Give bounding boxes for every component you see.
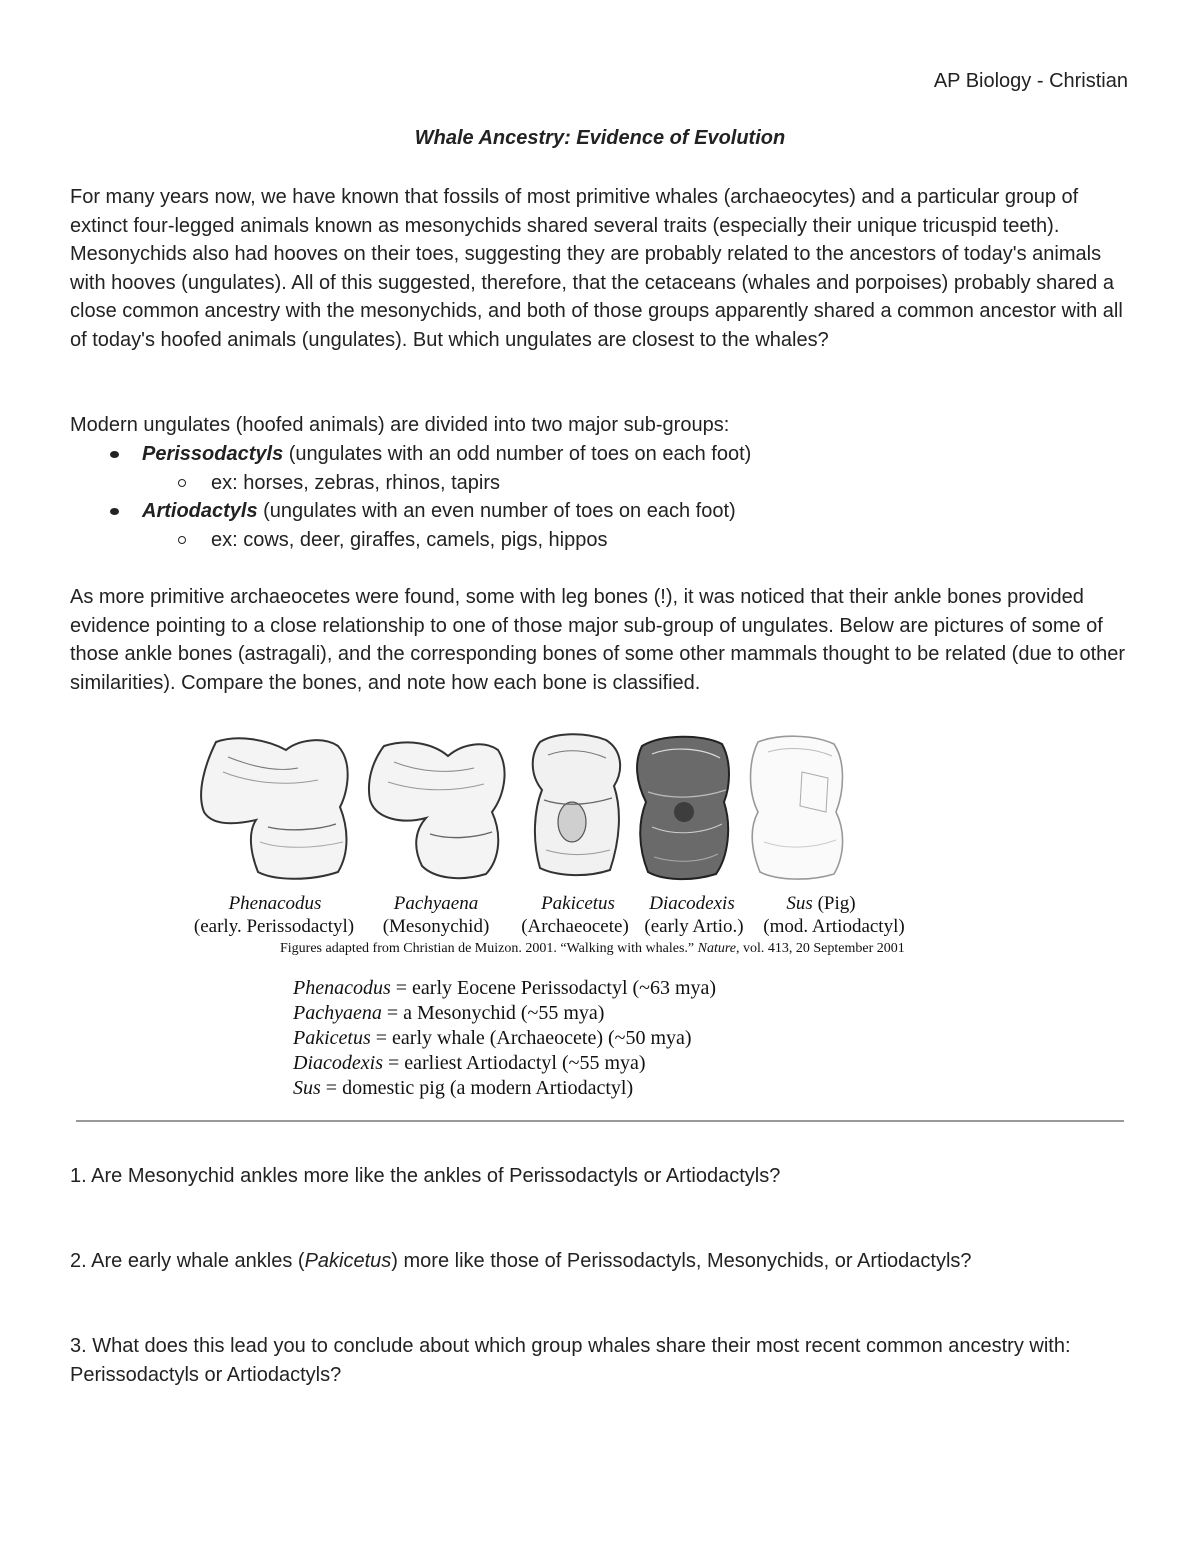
legend-name: Pakicetus xyxy=(293,1027,371,1049)
list-item xyxy=(293,1026,716,1051)
list-item xyxy=(70,469,1130,498)
pakicetus-bone-illustration xyxy=(526,730,630,880)
figure-credit xyxy=(280,941,905,957)
caption-class-diacodexis: (early Artio.) xyxy=(644,916,744,937)
legend-name: Diacodexis xyxy=(293,1052,383,1074)
credit-suffix: , vol. 413, 20 September 2001 xyxy=(736,941,905,956)
sus-bone-illustration xyxy=(742,732,852,882)
legend-name: Phenacodus xyxy=(293,977,391,999)
page-title: Whale Ancestry: Evidence of Evolution xyxy=(414,127,786,149)
circle-bullet-icon xyxy=(178,536,186,544)
caption-name-phenacodus: Phenacodus xyxy=(228,893,322,914)
list-item xyxy=(293,1001,716,1026)
example-text: ex: cows, deer, giraffes, camels, pigs, hippos xyxy=(211,528,608,551)
caption-class-pachyaena: (Mesonychid) xyxy=(382,916,490,937)
caption-name-diacodexis: Diacodexis xyxy=(649,893,735,914)
legend-desc: = domestic pig (a modern Artiodactyl) xyxy=(320,1077,634,1099)
question-2-suffix: ) more like those of Perissodactyls, Mesonychids, or Artiodactyls? xyxy=(391,1250,972,1272)
caption-name-sus xyxy=(756,893,886,915)
caption-class-pakicetus: (Archaeocete) xyxy=(521,916,629,937)
species-legend xyxy=(293,976,716,1101)
caption-class-phenacodus: (early. Perissodactyl) xyxy=(193,916,355,937)
list-item xyxy=(293,1051,716,1076)
question-3: 3. What does this lead you to conclude about which group whales share their most recent common ancestry with: Perissodactyls or Artiodactyls? xyxy=(70,1335,1071,1386)
caption-class-sus: (mod. Artiodactyl) xyxy=(763,916,905,937)
caption-name-pakicetus: Pakicetus xyxy=(541,893,615,914)
course-header: AP Biology - Christian xyxy=(933,70,1128,92)
diacodexis-bone-illustration xyxy=(632,732,736,882)
question-2-prefix: 2. Are early whale ankles ( xyxy=(70,1250,305,1272)
list-item xyxy=(293,976,716,1001)
term-artiodactyls: Artiodactyls xyxy=(142,500,258,523)
horizontal-divider xyxy=(76,1120,1124,1122)
subgroups-lead: Modern ungulates (hoofed animals) are divided into two major sub-groups: xyxy=(70,414,730,436)
list-item xyxy=(70,497,1130,526)
legend-desc: = early Eocene Perissodactyl (~63 mya) xyxy=(390,977,717,999)
example-text: ex: horses, zebras, rhinos, tapirs xyxy=(211,471,501,494)
bullet-icon xyxy=(110,451,119,458)
list-item xyxy=(70,526,1130,555)
legend-name: Sus xyxy=(293,1077,321,1099)
ungulate-subgroup-list xyxy=(70,440,1130,554)
sus-common-name: (Pig) xyxy=(812,893,856,914)
question-2 xyxy=(70,1247,1130,1276)
credit-journal: Nature xyxy=(697,941,736,956)
credit-prefix: Figures adapted from Christian de Muizon. 2001. “Walking with whales.” xyxy=(280,941,698,956)
legend-desc: = earliest Artiodactyl (~55 mya) xyxy=(382,1052,646,1074)
phenacodus-bone-illustration xyxy=(198,732,358,882)
sus-genus: Sus xyxy=(786,893,813,914)
list-item xyxy=(293,1076,716,1101)
list-item xyxy=(70,440,1130,469)
legend-desc: = a Mesonychid (~55 mya) xyxy=(381,1002,605,1024)
ankle-bones-figure xyxy=(180,730,1040,1100)
circle-bullet-icon xyxy=(178,479,186,487)
pachyaena-bone-illustration xyxy=(364,734,514,884)
intro-paragraph: For many years now, we have known that fossils of most primitive whales (archaeocytes) and a particular group of extinct four-legged animals known as mesonychids shared several traits (especially their unique tricuspid teeth). Mesonychids also had hooves on their toes, suggesting they are probably related to the ancestors of today's animals with hooves (ungulates). All of this suggested, therefore, that the cetaceans (whales and porpoises) probably shared a close common ancestry with the mesonychids, and both of those groups apparently shared a common ancestor with all of today's hoofed animals (ungulates). But which ungulates are closest to the whales? xyxy=(70,186,1123,351)
term-perissodactyls: Perissodactyls xyxy=(142,443,284,465)
caption-name-pachyaena: Pachyaena xyxy=(393,893,479,914)
term-description: (ungulates with an even number of toes on each foot) xyxy=(257,500,736,523)
question-2-italic: Pakicetus xyxy=(304,1250,392,1272)
question-1: 1. Are Mesonychid ankles more like the ankles of Perissodactyls or Artiodactyls? xyxy=(70,1165,781,1187)
legend-desc: = early whale (Archaeocete) (~50 mya) xyxy=(370,1027,692,1049)
ankle-bones-paragraph: As more primitive archaeocetes were found, some with leg bones (!), it was noticed that their ankle bones provided evidence pointing to a close relationship to one of those major sub-group of ungulates. Below are pictures of some of those ankle bones (astragali), and the corresponding bones of some other mammals thought to be related (due to other similarities). Compare the bones, and note how each bone is classified. xyxy=(70,586,1126,694)
bullet-icon xyxy=(110,508,119,515)
term-description: (ungulates with an odd number of toes on each foot) xyxy=(283,443,752,465)
legend-name: Pachyaena xyxy=(293,1002,382,1024)
